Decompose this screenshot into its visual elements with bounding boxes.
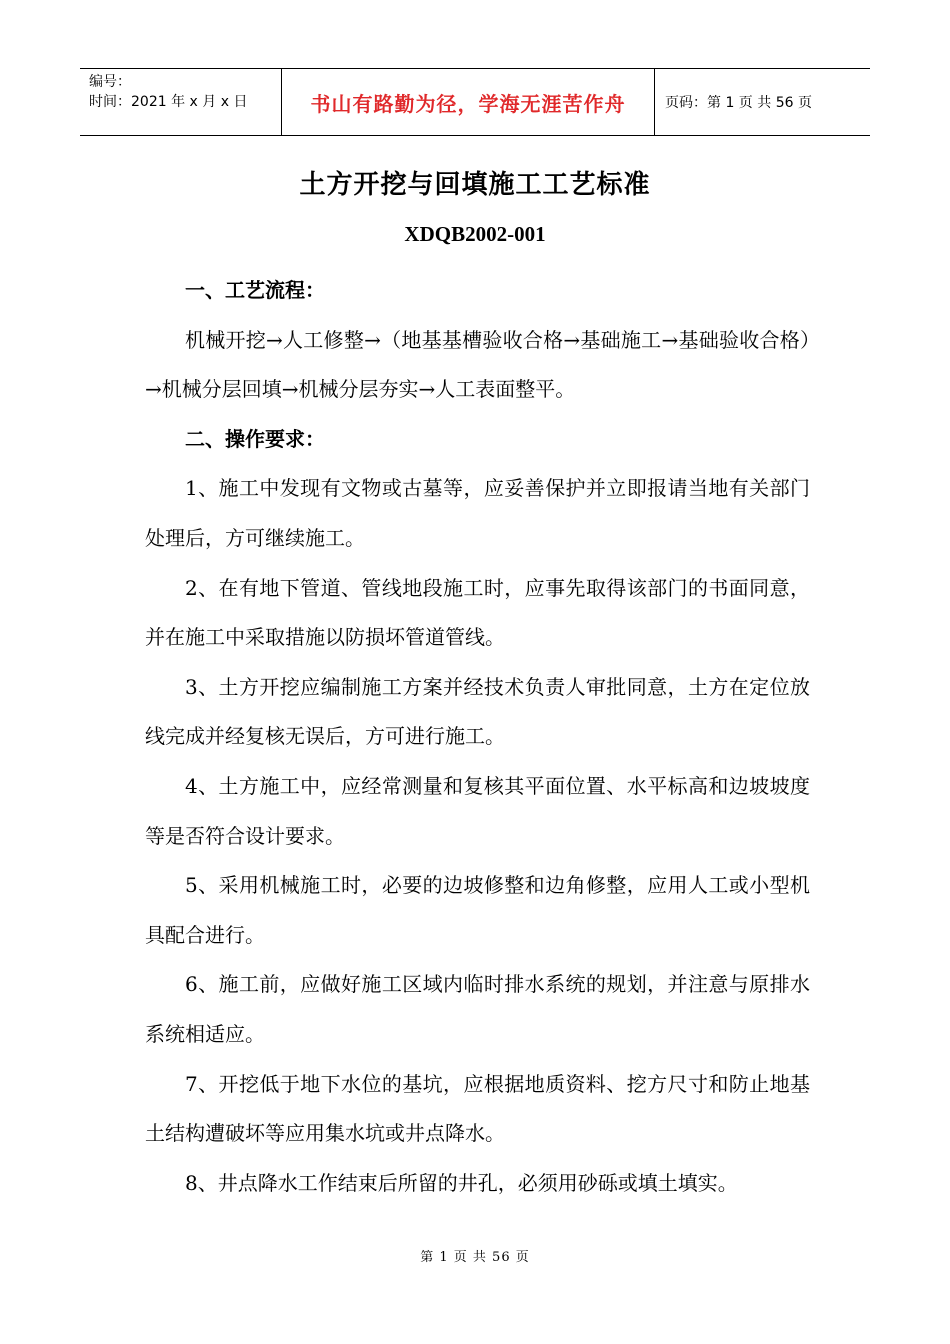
section-heading-process: 一、工艺流程： xyxy=(185,278,325,302)
header-meta-cell xyxy=(80,69,282,135)
document-code: XDQB2002-001 xyxy=(404,222,546,246)
paragraph-requirement-4: 4、土方施工中，应经常测量和复核其平面位置、水平标高和边坡坡度等是否符合设计要求。 xyxy=(145,773,810,848)
header-table xyxy=(80,68,870,136)
paragraph-requirement-1: 1、施工中发现有文物或古墓等，应妥善保护并立即报请当地有关部门处理后，方可继续施工。 xyxy=(145,476,810,550)
motto-text: 书山有路勤为径，学海无涯苦作舟 xyxy=(310,91,626,116)
document-date-label: 时间：2021 年 x 月 x 日 xyxy=(89,94,248,110)
paragraph-requirement-5: 5、采用机械施工时，必要的边坡修整和边角修整，应用人工或小型机具配合进行。 xyxy=(145,873,810,947)
paragraph-process-flow: 机械开挖→人工修整→（地基基槽验收合格→基础施工→基础验收合格）→机械分层回填→机械分层夯实→人工表面整平。 xyxy=(145,327,810,402)
paragraph-requirement-7: 7、开挖低于地下水位的基坑，应根据地质资料、挖方尺寸和防止地基土结构遭破坏等应用集水坑或井点降水。 xyxy=(145,1071,810,1146)
paragraph-requirement-6: 6、施工前，应做好施工区域内临时排水系统的规划，并注意与原排水系统相适应。 xyxy=(145,972,810,1046)
paragraph-requirement-8: 8、井点降水工作结束后所留的井孔，必须用砂砾或填土填实。 xyxy=(185,1170,738,1195)
section-heading-requirements: 二、操作要求： xyxy=(185,426,325,451)
paragraph-requirement-3: 3、土方开挖应编制施工方案并经技术负责人审批同意，土方在定位放线完成并经复核无误后，方可进行施工。 xyxy=(145,674,810,749)
page-info-text: 页码：第 1 页 共 56 页 xyxy=(665,95,812,111)
header-page-cell xyxy=(655,69,870,135)
document-title: 土方开挖与回填施工工艺标准 xyxy=(299,170,651,200)
document-body xyxy=(145,266,810,1208)
header-motto-cell xyxy=(282,69,655,135)
document-number-label: 编号： xyxy=(89,74,131,90)
page-footer: 第 1 页 共 56 页 xyxy=(420,1250,530,1265)
paragraph-requirement-2: 2、在有地下管道、管线地段施工时，应事先取得该部门的书面同意，并在施工中采取措施以防损坏管道管线。 xyxy=(145,575,810,650)
